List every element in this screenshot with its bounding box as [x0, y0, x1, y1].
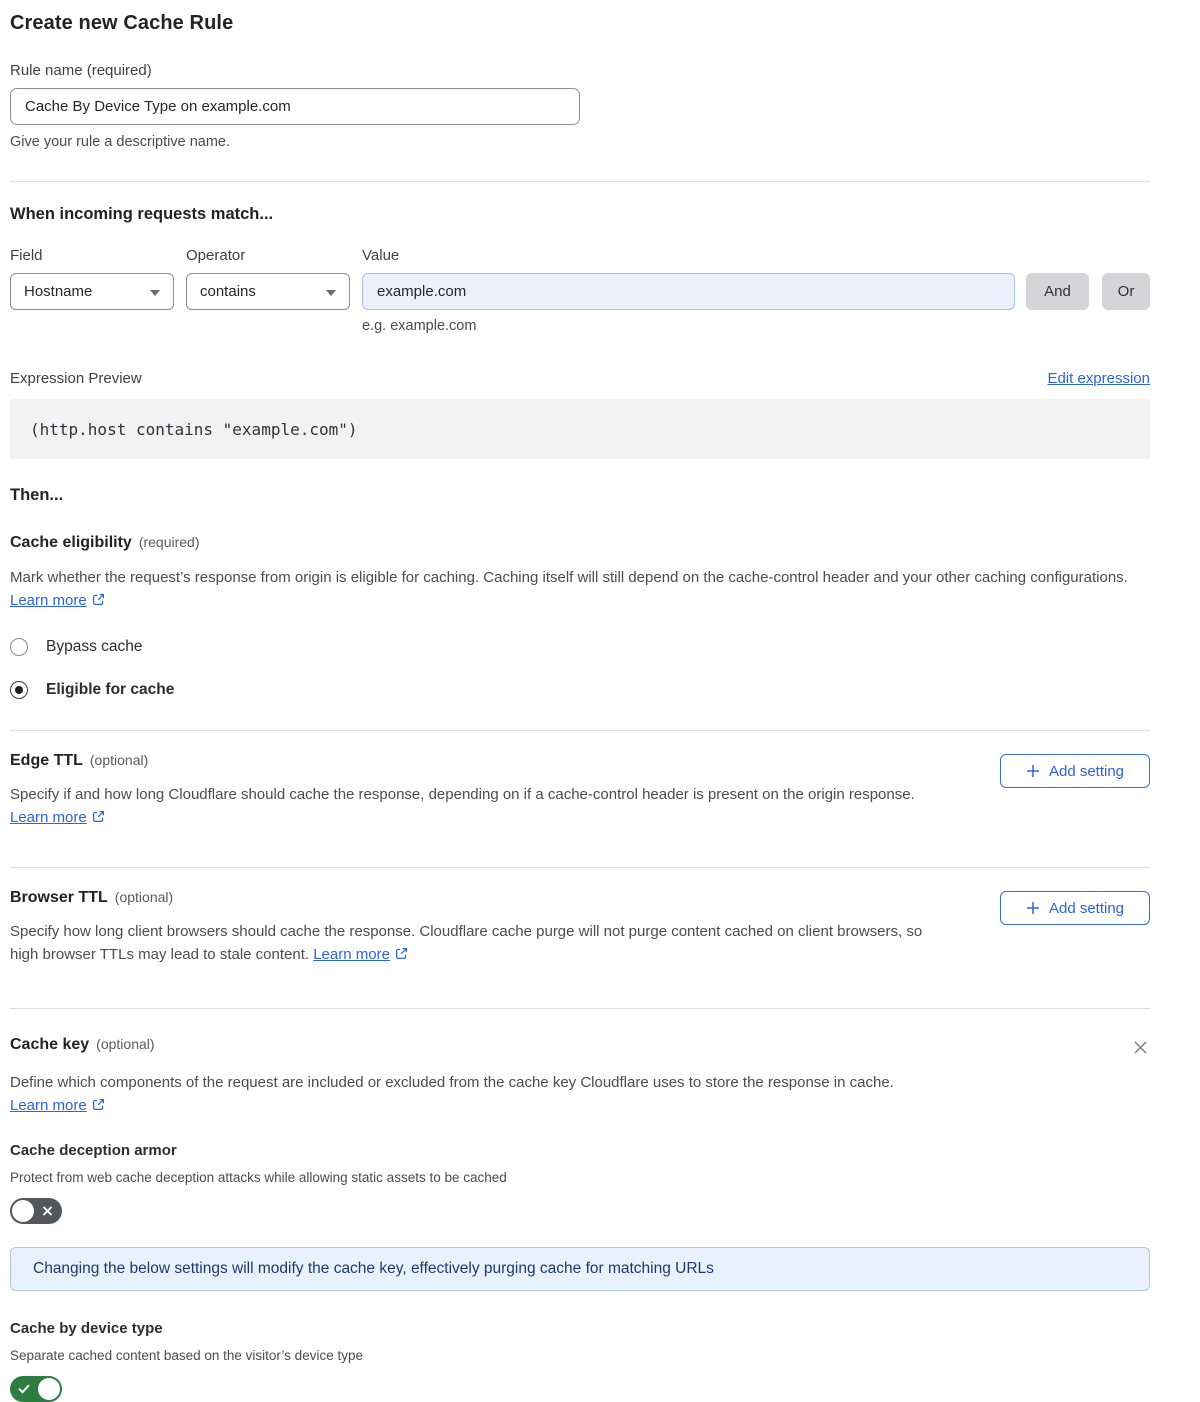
- rule-name-input[interactable]: [10, 88, 580, 125]
- edge-ttl-heading: [10, 752, 940, 770]
- match-condition-row: [10, 273, 1150, 310]
- radio-option-bypass-cache[interactable]: [10, 638, 1150, 656]
- cache-eligibility-description: Mark whether the request’s response from origin is eligible for caching. Caching itself will still depend on the cache-control header and your other caching configurations. Learn more: [10, 566, 1135, 613]
- edge-ttl-section: [10, 752, 1150, 830]
- and-button[interactable]: And: [1026, 273, 1089, 310]
- browser-ttl-qualifier: (optional): [114, 889, 174, 905]
- x-mark-icon: [42, 1206, 53, 1217]
- toggle-knob: [12, 1200, 34, 1222]
- radio-selected-icon[interactable]: [10, 681, 28, 699]
- external-link-icon: [92, 807, 105, 830]
- browser-ttl-heading: [10, 889, 940, 907]
- cache-key-close-button[interactable]: [1131, 1038, 1150, 1060]
- edge-ttl-description: Specify if and how long Cloudflare should cache the response, depending on if a cache-control header is present on the origin response. Learn more: [10, 783, 940, 830]
- divider: [10, 1008, 1150, 1009]
- field-select[interactable]: [10, 273, 174, 310]
- cache-by-device-type-description: Separate cached content based on the visitor’s device type: [10, 1348, 363, 1363]
- edge-ttl-qualifier: (optional): [89, 752, 149, 768]
- cache-deception-armor-toggle[interactable]: [10, 1198, 62, 1224]
- field-label: Field: [10, 247, 43, 264]
- edge-ttl-add-setting-button[interactable]: Add setting: [1000, 754, 1150, 788]
- operator-select[interactable]: [186, 273, 350, 310]
- chevron-down-icon: [150, 283, 160, 300]
- cache-key-qualifier: (optional): [96, 1036, 155, 1052]
- cache-by-device-type-toggle[interactable]: [10, 1376, 62, 1402]
- radio-label-eligible-for-cache: Eligible for cache: [46, 681, 175, 698]
- external-link-icon: [92, 590, 105, 613]
- cache-deception-armor-description: Protect from web cache deception attacks while allowing static assets to be cached: [10, 1170, 507, 1185]
- cache-eligibility-heading: [10, 534, 1150, 552]
- external-link-icon: [395, 944, 408, 967]
- edge-ttl-content: [10, 752, 940, 830]
- cache-key-header: [10, 1036, 1150, 1060]
- browser-ttl-section: [10, 889, 1150, 967]
- edge-ttl-learn-more-link[interactable]: Learn more: [10, 809, 87, 826]
- browser-ttl-learn-more-link[interactable]: Learn more: [313, 946, 390, 963]
- browser-ttl-content: [10, 889, 940, 967]
- radio-unselected-icon[interactable]: [10, 638, 28, 656]
- plus-icon: [1026, 764, 1040, 778]
- cache-eligibility-learn-more-link[interactable]: Learn more: [10, 592, 87, 609]
- divider: [10, 181, 1150, 182]
- browser-ttl-title: Browser TTL: [10, 889, 108, 906]
- chevron-down-icon: [326, 283, 336, 300]
- then-heading: Then...: [10, 486, 64, 504]
- cache-key-warning-banner: Changing the below settings will modify the cache key, effectively purging cache for matching URLs: [10, 1247, 1150, 1291]
- rule-name-label: Rule name (required): [10, 62, 152, 79]
- create-cache-rule-form: [10, 0, 1150, 1402]
- browser-ttl-add-setting-button[interactable]: Add setting: [1000, 891, 1150, 925]
- page-title: Create new Cache Rule: [10, 12, 234, 34]
- cache-eligibility-title: Cache eligibility: [10, 534, 132, 551]
- browser-ttl-description: Specify how long client browsers should cache the response. Cloudflare cache purge will not purge content cached on client browsers, so high browser TTLs may lead to stale content. Learn more: [10, 920, 940, 967]
- match-section-heading: When incoming requests match...: [10, 205, 274, 223]
- expression-preview-label: Expression Preview: [10, 370, 142, 387]
- external-link-icon: [92, 1095, 105, 1118]
- radio-option-eligible-for-cache[interactable]: [10, 681, 1150, 699]
- match-labels-row: [10, 247, 1150, 264]
- value-label: Value: [362, 247, 400, 264]
- value-input[interactable]: [362, 273, 1015, 310]
- rule-name-help: Give your rule a descriptive name.: [10, 134, 231, 150]
- cache-key-heading: [10, 1036, 155, 1054]
- cache-by-device-type-title: Cache by device type: [10, 1320, 163, 1337]
- operator-label: Operator: [186, 247, 246, 264]
- plus-icon: [1026, 901, 1040, 915]
- expression-preview-header: [10, 370, 1150, 387]
- cache-key-title: Cache key: [10, 1036, 90, 1053]
- divider: [10, 730, 1150, 731]
- value-help-text: e.g. example.com: [362, 318, 477, 334]
- field-select-value: Hostname: [24, 283, 93, 300]
- edit-expression-link[interactable]: Edit expression: [1047, 370, 1150, 387]
- cache-key-learn-more-link[interactable]: Learn more: [10, 1097, 87, 1114]
- expression-code-block: [10, 399, 1150, 459]
- edge-ttl-title: Edge TTL: [10, 752, 83, 769]
- toggle-knob: [38, 1378, 60, 1400]
- check-icon: [18, 1384, 30, 1394]
- divider: [10, 867, 1150, 868]
- expression-code: (http.host contains "example.com"): [30, 419, 358, 439]
- radio-label-bypass-cache: Bypass cache: [46, 638, 143, 655]
- cache-eligibility-qualifier: (required): [138, 534, 200, 550]
- operator-select-value: contains: [200, 283, 256, 300]
- cache-key-description: Define which components of the request are included or excluded from the cache key Cloudflare uses to store the response in cache. Learn more: [10, 1071, 1135, 1118]
- close-icon: [1133, 1043, 1148, 1058]
- cache-deception-armor-title: Cache deception armor: [10, 1142, 177, 1159]
- or-button[interactable]: Or: [1102, 273, 1150, 310]
